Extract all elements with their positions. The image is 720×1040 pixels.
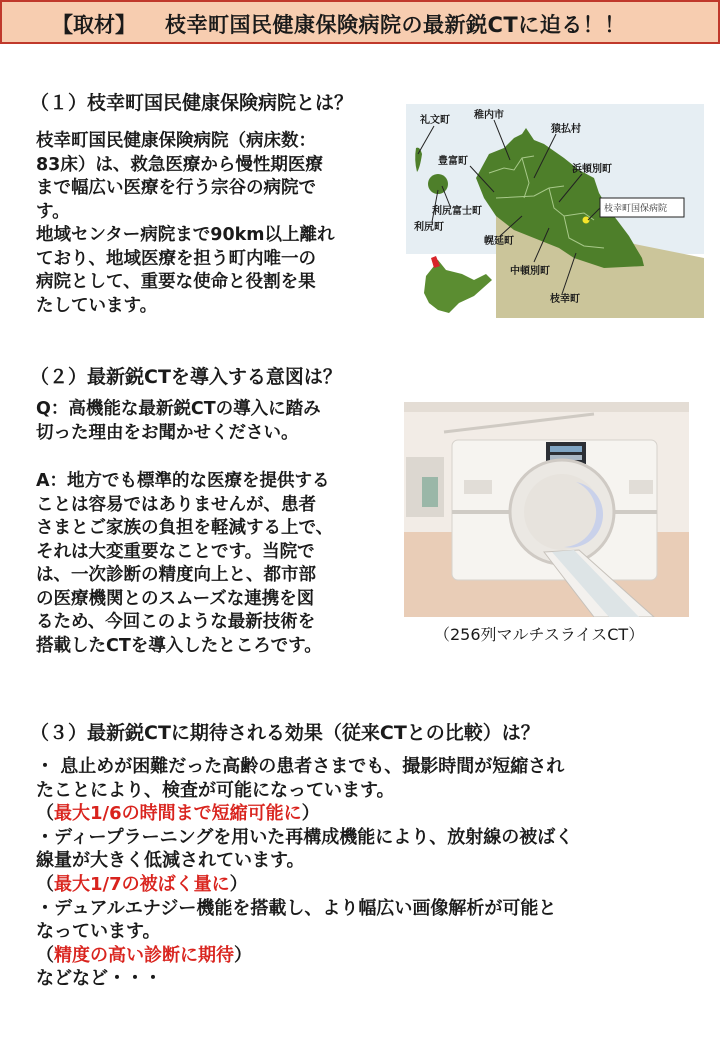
question-line: Q：高機能な最新鋭CTの導入に踏み — [36, 399, 321, 419]
effect-line: ・ディープラーニングを用いた再構成機能により、放射線の被ばく — [36, 826, 574, 848]
header-tag: 【取材】 — [52, 13, 136, 37]
effect-line: ・ 息止めが困難だった高齢の患者さまでも、撮影時間が短縮され — [36, 756, 565, 777]
answer-line: の医療機関とのスムーズな連携を図 — [36, 588, 315, 609]
ct-scanner-illustration — [404, 402, 689, 617]
section2-heading: （２）最新鋭CTを導入する意図は？ — [30, 366, 342, 388]
ct-scanner-photo — [404, 402, 689, 617]
effect-highlight: （最大1/6の時間まで短縮可能に） — [36, 803, 320, 825]
map-label-nakatonbetsu: 中頓別町 — [510, 266, 550, 277]
section3-body — [36, 755, 573, 991]
effect-line: たことにより、検査が可能になっています。 — [36, 779, 395, 801]
section1-line: たしています。 — [36, 295, 158, 316]
section1-line: ており、地域医療を担う町内唯一の — [36, 248, 316, 269]
effect-line: ・デュアルエナジー機能を搭載し、より幅広い画像解析が可能と — [36, 897, 557, 919]
section1-body — [36, 130, 335, 318]
map-label-rebun: 礼文町 — [420, 115, 450, 126]
answer-line: は、一次診断の精度向上と、都市部 — [36, 565, 316, 585]
effect-highlight: （精度の高い診断に期待） — [36, 944, 252, 966]
answer-line: るため、今回このような最新技術を — [36, 612, 316, 632]
answer-line: それは大変重要なことです。当院で — [36, 541, 315, 562]
map-hospital-callout: 枝幸町国保病院 — [604, 204, 668, 214]
map-label-rishiri: 利尻町 — [414, 222, 444, 233]
highlight-time-reduction: 最大1/6の時間まで短縮可能に — [54, 803, 302, 825]
section3-heading: （３）最新鋭CTに期待される効果（従来CTとの比較）は？ — [30, 722, 540, 744]
section1-heading: （１）枝幸町国民健康保険病院とは？ — [30, 92, 354, 114]
section1-line: す。 — [36, 201, 70, 222]
article-title: 枝幸町国民健康保険病院の最新鋭CTに迫る！！ — [165, 13, 626, 37]
effect-highlight: （最大1/7の被ばく量に） — [36, 873, 248, 895]
section1-line: 地域センター病院まで90km以上離れ — [36, 225, 335, 245]
map-label-horonobe: 幌延町 — [484, 236, 514, 247]
effect-line: なっています。 — [36, 921, 161, 943]
effect-line: 線量が大きく低減されています。 — [36, 850, 305, 872]
answer-line: さまとご家族の負担を軽減する上で、 — [36, 518, 334, 538]
section2-question — [36, 398, 321, 445]
closing-text: などなど・・・ — [36, 968, 162, 990]
question-line: 切った理由をお聞かせください。 — [36, 422, 299, 443]
soya-region-map — [404, 98, 704, 318]
section1-line: 83床）は、救急医療から慢性期医療 — [36, 154, 323, 175]
map-label-wakkanai: 稚内市 — [474, 110, 504, 121]
section1-line: 病院として、重要な使命と役割を果 — [36, 272, 316, 292]
answer-line: A：地方でも標準的な医療を提供する — [36, 471, 330, 491]
map-label-hamatonbetsu: 浜頓別町 — [572, 164, 612, 175]
highlight-diagnosis: 精度の高い診断に期待 — [54, 944, 234, 966]
article-header-banner — [0, 0, 720, 44]
photo-caption: （256列マルチスライスCT） — [434, 625, 645, 644]
answer-line: ことは容易ではありませんが、患者 — [36, 494, 316, 515]
section2-answer — [36, 470, 333, 658]
highlight-dose-reduction: 最大1/7の被ばく量に — [54, 873, 230, 895]
section1-line: 枝幸町国民健康保険病院（病床数： — [36, 131, 316, 151]
answer-line: 搭載したCTを導入したところです。 — [36, 635, 322, 656]
map-label-rishirifuji: 利尻富士町 — [432, 206, 482, 217]
section1-line: まで幅広い医療を行う宗谷の病院で — [36, 178, 316, 198]
map-label-toyotomi: 豊富町 — [438, 156, 468, 167]
map-label-esashi: 枝幸町 — [550, 294, 580, 305]
map-label-sarufutsu: 猿払村 — [551, 124, 581, 135]
map-graphic — [404, 98, 704, 318]
